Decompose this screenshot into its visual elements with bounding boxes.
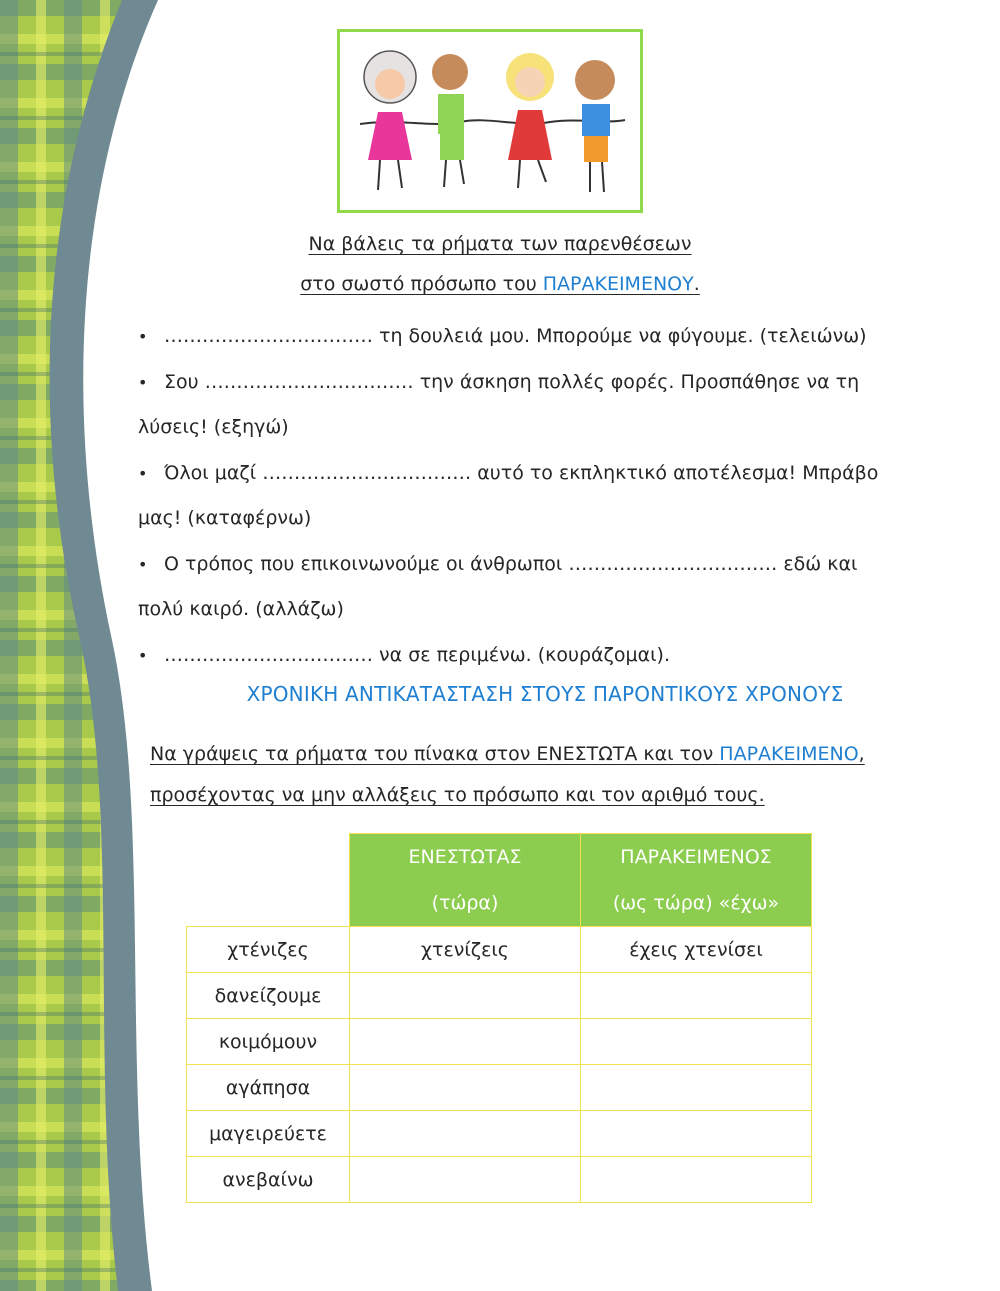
exercise-item-text: …………………………… τη δουλειά μου. Μπορούμε να φύγουμε. (τελειώνω) (164, 325, 867, 347)
instruction-title-line2 (300, 273, 700, 295)
table-row (187, 1019, 812, 1065)
instructions-line2: προσέχοντας να μην αλλάξεις το πρόσωπο και τον αριθμό τους. (150, 784, 765, 806)
bullet-icon: • (138, 463, 148, 483)
header-perfect (581, 834, 812, 927)
verb-cell: μαγειρεύετε (187, 1111, 350, 1157)
table-row (187, 927, 812, 973)
table-row (187, 1065, 812, 1111)
perfect-cell[interactable] (581, 1065, 812, 1111)
header-present-label: ΕΝΕΣΤΩΤΑΣ (408, 846, 522, 868)
verb-cell: ανεβαίνω (187, 1157, 350, 1203)
table-header-row (187, 834, 812, 927)
exercise-item (138, 451, 928, 497)
header-present (350, 834, 581, 927)
verb-cell: δανείζουμε (187, 973, 350, 1019)
table-header-empty (187, 834, 350, 927)
exercise-item-continuation: μας! (καταφέρνω) (138, 507, 312, 529)
present-cell[interactable]: χτενίζεις (350, 927, 581, 973)
section-heading: ΧΡΟΝΙΚΗ ΑΝΤΙΚΑΤΑΣΤΑΣΗ ΣΤΟΥΣ ΠΑΡΟΝΤΙΚΟΥΣ ΧΡΟΝΟΥΣ (246, 682, 844, 706)
perfect-cell[interactable] (581, 1019, 812, 1065)
exercise-item-text: Όλοι μαζί …………………………… αυτό το εκπληκτικό αποτέλεσμα! Μπράβο (164, 461, 879, 484)
table-row (187, 1157, 812, 1203)
instruction-title-prefix: στο σωστό πρόσωπο του (300, 273, 543, 295)
exercise-item (138, 314, 928, 360)
table-row (187, 1111, 812, 1157)
exercise-item-text: Σου …………………………… την άσκηση πολλές φορές. Προσπάθησε να τη (164, 370, 860, 393)
bullet-icon: • (138, 645, 148, 665)
present-cell[interactable] (350, 1111, 581, 1157)
children-holding-hands-image (340, 32, 640, 210)
instruction-title-highlight: ΠΑΡΑΚΕΙΜΕΝΟΥ (542, 273, 694, 295)
table-row (187, 973, 812, 1019)
header-perfect-sublabel: (ως τώρα) «έχω» (612, 892, 780, 914)
exercise-item (138, 360, 928, 406)
instruction-title-line1: Να βάλεις τα ρήματα των παρενθέσεων (308, 233, 692, 255)
perfect-cell[interactable] (581, 1111, 812, 1157)
header-present-sublabel: (τώρα) (431, 892, 499, 914)
instructions-line1-suffix: , (858, 743, 865, 765)
instructions-line1-prefix: Να γράψεις τα ρήματα του πίνακα στον ΕΝΕΣΤΩΤΑ και τον (150, 743, 720, 765)
present-cell[interactable] (350, 1065, 581, 1111)
instruction-title-suffix: . (693, 273, 700, 295)
present-cell[interactable] (350, 1019, 581, 1065)
instruction-title (200, 224, 800, 304)
exercise-item-text: Ο τρόπος που επικοινωνούμε οι άνθρωποι …………………………… εδώ και (164, 552, 858, 575)
present-cell[interactable] (350, 1157, 581, 1203)
bullet-icon: • (138, 327, 148, 346)
verb-cell: αγάπησα (187, 1065, 350, 1111)
perfect-cell[interactable] (581, 973, 812, 1019)
verb-table (186, 833, 812, 1203)
children-illustration (337, 29, 643, 213)
instructions-line1 (150, 743, 865, 765)
exercise-list (138, 314, 928, 678)
exercise-item-continuation: πολύ καιρό. (αλλάζω) (138, 598, 344, 620)
instructions-highlight: ΠΑΡΑΚΕΙΜΕΝΟ (719, 743, 859, 765)
table-instructions (150, 734, 950, 816)
header-perfect-label: ΠΑΡΑΚΕΙΜΕΝΟΣ (620, 846, 772, 868)
perfect-cell[interactable]: έχεις χτενίσει (581, 927, 812, 973)
verb-cell: κοιμόμουν (187, 1019, 350, 1065)
verb-cell: χτένιζες (187, 927, 350, 973)
exercise-item-continuation: λύσεις! (εξηγώ) (138, 416, 289, 438)
present-cell[interactable] (350, 973, 581, 1019)
exercise-item-text: …………………………… να σε περιμένω. (κουράζομαι). (164, 643, 670, 666)
perfect-cell[interactable] (581, 1157, 812, 1203)
bullet-icon: • (138, 372, 148, 392)
exercise-item (138, 542, 928, 588)
exercise-item (138, 633, 928, 679)
bullet-icon: • (138, 554, 148, 574)
